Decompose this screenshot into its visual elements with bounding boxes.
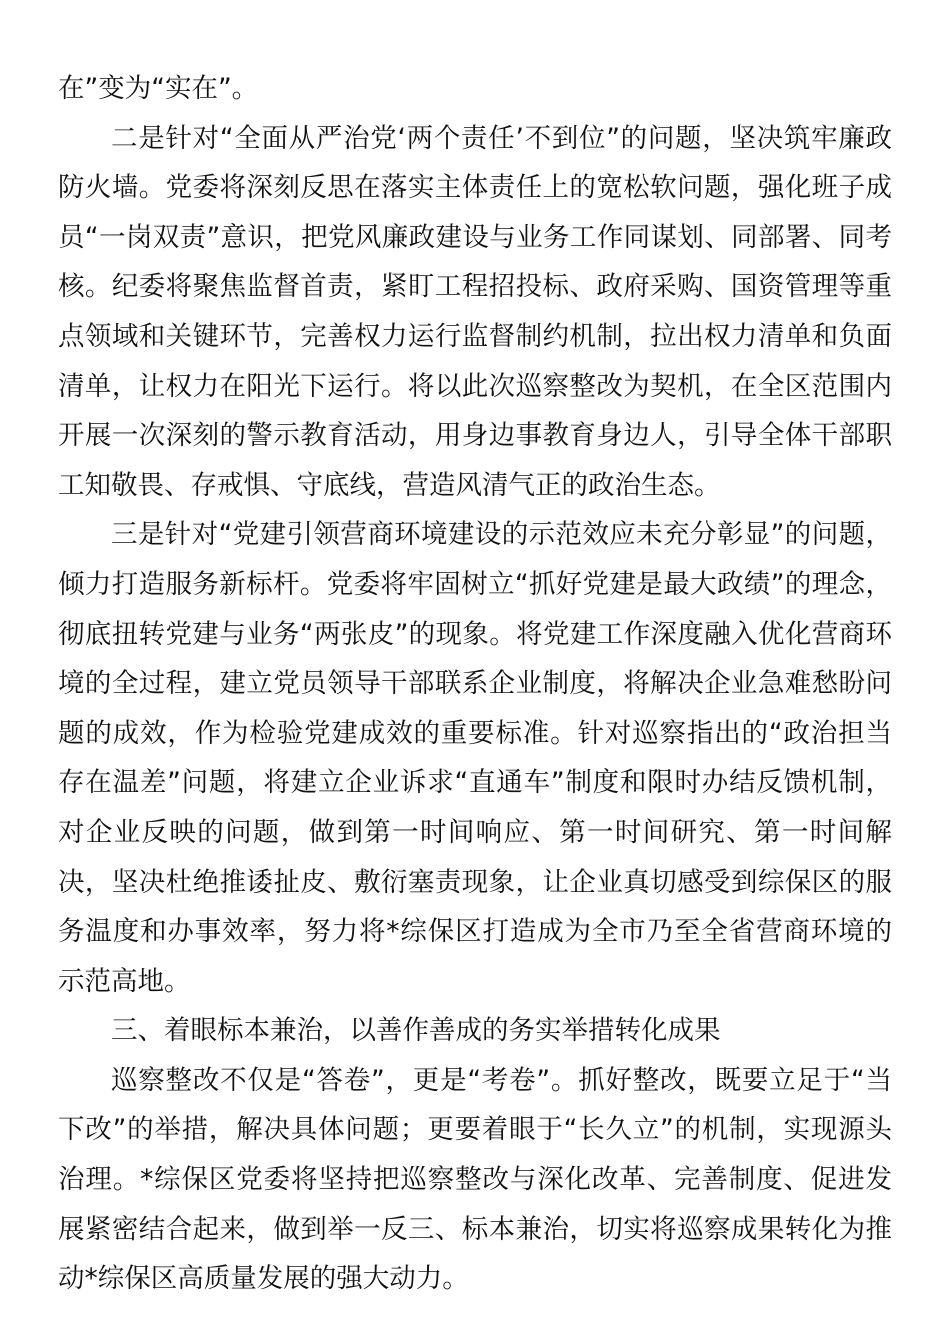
paragraph-rectification: 巡察整改不仅是“答卷”，更是“考卷”。抓好整改，既要立足于“当下改”的举措，解决具体问题；更要着眼于“长久立”的机制，实现源头治理。*综保区党委将坚持把巡察整改与深化改革、完善制度、促进发展紧密结合起来，做到举一反三、标本兼治，切实将巡察成果转化为推动*综保区高质量发展的强大动力。 (58, 1064, 892, 1295)
paragraph-accountability: 二是针对“全面从严治党‘两个责任’不到位”的问题，坚决筑牢廉政防火墙。党委将深刻反思在落实主体责任上的宽松软问题，强化班子成员“一岗双责”意识，把党风廉政建设与业务工作同谋划、同部署、同考核。纪委将聚焦监督首责，紧盯工程招投标、政府采购、国资管理等重点领域和关键环节，完善权力运行监督制约机制，拉出权力清单和负面清单，让权力在阳光下运行。将以此次巡察整改为契机，在全区范围内开展一次深刻的警示教育活动，用身边事教育身边人，引导全体干部职工知敬畏、存戒惧、守底线，营造风清气正的政治生态。 (58, 122, 892, 501)
paragraph-business-environment: 三是针对“党建引领营商环境建设的示范效应未充分彰显”的问题，倾力打造服务新标杆。党委将牢固树立“抓好党建是最大政绩”的理念，彻底扭转党建与业务“两张皮”的现象。将党建工作深度融入优化营商环境的全过程，建立党员领导干部联系企业制度，将解决企业急难愁盼问题的成效，作为检验党建成效的重要标准。针对巡察指出的“政治担当存在温差”问题，将建立企业诉求“直通车”制度和限时办结反馈机制，对企业反映的问题，做到第一时间响应、第一时间研究、第一时间解决，坚决杜绝推诿扯皮、敷衍塞责现象，让企业真切感受到综保区的服务温度和办事效率，努力将*综保区打造成为全市乃至全省营商环境的示范高地。 (58, 519, 892, 997)
section-heading: 三、着眼标本兼治，以善作善成的务实举措转化成果 (111, 1015, 721, 1047)
paragraph-continuation: 在”变为“实在”。 (58, 73, 259, 104)
document-body (58, 64, 892, 1304)
